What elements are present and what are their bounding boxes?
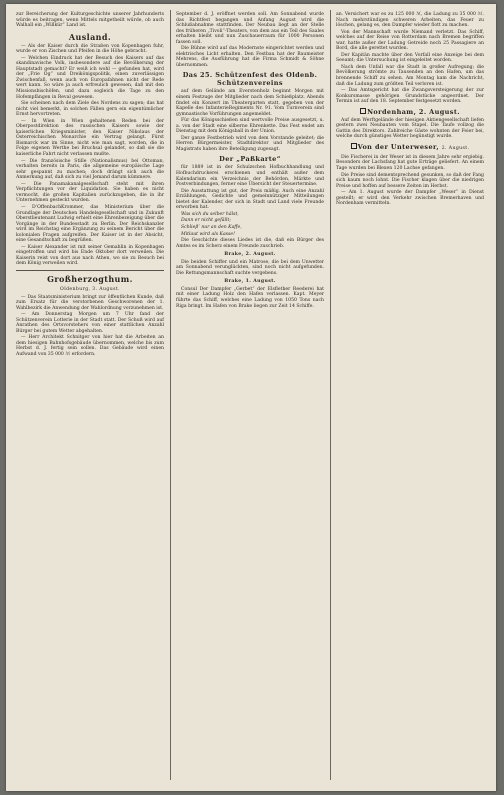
dateline-brake: Brake, 2. August. xyxy=(224,252,276,258)
dateline-brake: Brake, 1. August. xyxy=(224,279,276,285)
paragraph: — Herr Architekt Schnitger von hier hat die Arbeiten an dem hiesigen Bahnhofsgebäude übernommen, welche bis zum Herbst d. J. fertig sein sollen. Das Gebäude wird einen Aufwand von 35 000 ℳ erfordern. xyxy=(16,335,164,357)
heading-text: Von der Unterweser, xyxy=(357,142,440,151)
paragraph: Die Fischerei in der Weser ist in diesem Jahre sehr ergiebig. Besonders der Lachsfang hat gute Erträge geliefert. An einem Tage wurden bei Blexen 120 Lachse gefangen. xyxy=(336,154,484,172)
paragraph: an. Versichert war es zu 125 000 ℳ, die Ladung zu 35 000 ℳ. Nach mehrstündigen schweren Arbeiten, das Feuer zu löschen, gelang es, den Dampfer wieder flott zu machen. xyxy=(336,12,484,29)
paragraph: — In Wien in Wien gehaltenen Reden bei der Oberpostdirektion des russischen Kaisers sowie der kaiserlichen Kriegsminister, den Kaiser Nikolaus der Österreichischen Monarchie ein Vertrag gelangt. Fürst Bismarck war im Sinne, nicht wie man sagt, worden, die in Folge eigenen Werthe bei Bruchsal gelandet, so daß sie die kaiserliche Fahrt nicht verlassen mußte. xyxy=(16,118,164,158)
paragraph: Nach dem Unfall war die Stadt in großer Aufregung; die Bevölkerung strömte zu Tausenden an den Hafen, um das brennende Schiff zu sehen. Am Montag kam die Nachricht, daß die Ladung zum größten Teil verloren ist. xyxy=(336,64,484,87)
dateline: Oldenburg, 3. August. xyxy=(60,286,120,292)
paragraph: — Am Donnerstag Morgen um 7 Uhr fand der Schützenverein Lotterie in der Stadt statt. Der Schuß wird auf Anrathen des Ortsvorstehers von einer stattlichen Anzahl Bürger bei gutem Wetter abgehalten. xyxy=(16,312,164,334)
paragraph: — Das Staatsministerium bringt zur öffentlichen Kunde, daß zum Ersatz für die verstorbenen Geschworenen der 1. Wahlbezirk die Anwendung der Wahlordnung vorzunehmen ist. xyxy=(16,294,164,311)
paragraph: Auf dem Werftgelände der hiesigen Aktiengesellschaft liefen gestern zwei Neubauten vom Stapel. Die Taufe vollzog die Gattin des Direktors. Zahlreiche Gäste wohnten der Feier bei, welche durch günstiges Wetter begünstigt wurde. xyxy=(336,117,484,140)
paragraph: — Das Amtsgericht hat die Zwangsversteigerung der zur Konkursmasse gehörigen Grundstücke angeordnet. Der Termin ist auf den 18. September festgesetzt worden. xyxy=(336,88,484,105)
paragraph: Consul Der Dampfer „Gerbet“ der Elsflether Reederei hat mit einer Ladung Holz den Hafen verlassen. Kapt. Meyer führte das Schiff, welches eine Ladung von 1050 Tons nach Riga bringt. Im Hafen von Brake liegen zur Zeit 14 Schiffe. xyxy=(176,286,324,309)
paragraph: Die Bühne wird auf das Modernste eingerichtet werden und elektrisches Licht erhalten. Den Festbau hat der Baumeister Mehrens, die Ausführung hat die Firma Schmidt & Söhne übernommen. xyxy=(176,46,324,68)
paragraph: Für das Königsschießen sind wertvolle Preise ausgesetzt, u. a. von der Stadt eine silberne Ehrenkette. Das Fest endet am Dienstag mit dem Königsball in der Union. xyxy=(176,118,324,135)
dateline-nordenham xyxy=(336,108,484,116)
article-heading-unterweser xyxy=(336,143,484,153)
paragraph: Der Kapitän machte über den Vorfall eine Anzeige bei dem Seeamt; die Untersuchung ist eingeleitet worden. xyxy=(336,52,484,64)
paragraph: Die Preise sind dementsprechend gesunken, so daß der Fang sich kaum noch lohnt. Die Fischer klagen über die niedrigen Preise und hoffen auf bessere Zeiten im Herbst. xyxy=(336,172,484,189)
column-divider xyxy=(330,10,331,780)
paragraph: — Als der Kaiser durch die Straßen von Kopenhagen fuhr, wurde er von Zischen und Pfeifen in die Höhe gebracht. xyxy=(16,43,164,55)
paragraph: — Welchen Eindruck hat der Besuch des Kaisers auf das skandinavische Volk, insbesondere auf die Bevölkerung der Hauptstadt gemacht? Er weiß ich wohl — gefunden hat, wird der „Frie Og“ und Dreikönigspolitik, einen zuverlässigen Zwischenfall, wenn auch von Europafahnen nicht der Rede wert kann. So wäre ja auch erfreulich gewesen, daß mit den Missionsbischöfen, und dazu sogleich die Tage zu den Hofempfängen in Reval gewesen. xyxy=(16,55,164,100)
paragraph: auf dem Gelände am Everstenholz beginnt Morgen mit einem Festzuge der Mitglieder nach dem Schießplatz. Abends findet ein Konzert im Theatergarten statt, gegeben von der Kapelle des InfanterieRegiments Nr. 91. Vom Turnverein sind gymnastische Vorführungen angemeldet. xyxy=(176,89,324,117)
divider xyxy=(16,270,164,271)
dateline-text: 2. August. xyxy=(441,145,470,151)
paragraph: — Am 1. August wurde der Dampfer „Weser“ in Dienst gestellt; er wird den Verkehr zwischen Bremerhaven und Nordenham vermitteln. xyxy=(336,190,484,207)
paragraph: — Die Panamakanalgesellschaft steht mit ihren Verpflichtungen vor der Liquidation. Sie haben es nicht vermocht, die großen Kapitalien zurückzugeben, die in ihr Unternehmen gesteckt wurden. xyxy=(16,181,164,204)
poem-line: Mitlaut wird als Kasse! xyxy=(181,231,235,237)
newspaper-page xyxy=(6,4,496,791)
dateline-text: Nordenham, 2. August. xyxy=(367,107,460,116)
paragraph: Sie scheinen nach dem Ziele des Nordens zu sagen; das hat nicht viel bemerkt, in solchen Fällen gern ein eigentümlicher Ernst hervortreten. xyxy=(16,101,164,118)
article-heading-schuetzenfest: Das 25. Schützenfest des Oldenb. Schützenvereins xyxy=(182,71,318,88)
square-bullet-icon xyxy=(351,143,357,149)
column-1 xyxy=(16,12,164,359)
article-heading-passkarte: Der „Paßkarte“ xyxy=(219,155,281,164)
poem-line: Schließ’ nur an den Kaffe, xyxy=(181,224,242,230)
paragraph: Der ganze Festbetrieb wird von dem Vorstande geleitet; die Herren Bürgermeister, Stadtdirektor und Mitglieder des Magistrats haben ihre Beteiligung zugesagt. xyxy=(176,135,324,152)
paragraph: — D’OffenbachKrommer, das Ministerium über die Grundlage der Deutschen Handelsgesellschaft und in Zukunft Oberstlieutenant Ludwig erhielt eine Ehrenbezeigung über die Vorgänge in der Bundesstadt zu Berlin. Der Reichskanzler wird im Reichstag eine Ergänzung zu seinem Bericht über die kolonialen Fragen aufgreifen. Der Kaiser ist in der Absicht, eine Gesandtschaft zu begrüßen. xyxy=(16,204,164,244)
column-divider xyxy=(170,10,171,780)
paragraph: Von der Mannschaft wurde Niemand verletzt. Das Schiff, welches auf der Reise von Rotterdam nach Bremen begriffen war, hatte außer der Ladung Getreide noch 25 Passagiere an Bord, die alle gerettet wurden. xyxy=(336,29,484,52)
paragraph: — Kaiser Alexander ist mit seiner Gemahlin in Kopenhagen eingetroffen und wird bis Ende Oktober dort verweilen. Die Kaiserin reist von dort aus nach Athen, wo sie zu Besuch bei dem König verweilen wird. xyxy=(16,244,164,267)
column-2 xyxy=(176,12,324,310)
paragraph: Die beiden Schiffer und ein Matrose, die bei dem Unwetter am Sonnabend verunglückten, sind noch nicht aufgefunden. Die Rettungsmannschaft suchte vergebens. xyxy=(176,259,324,276)
paragraph: Die Geschichte dieses Liedes ist die, daß ein Bürger des Amtes es im Scherz einem Freunde zuschrieb. xyxy=(176,238,324,249)
paragraph: für 1889 ist in der Schulzschen Hofbuchhandlung und Hofbuchdruckerei erschienen und enthält außer dem Kalendarium ein Verzeichnis der Behörden, Märkte und Postverbindungen, ferner eine Übersicht der Steuertermine. xyxy=(176,165,324,188)
poem-line: Dann er nicht gefällt; xyxy=(181,218,231,224)
section-heading-grossherzogthum: Großherzogthum. xyxy=(47,273,133,284)
paragraph: Die Ausstattung ist gut, der Preis mäßig. Auch eine Anzahl Erzählungen, Gedichte und gemeinnütziger Mitteilungen bietet der Kalender, der sich in Stadt und Land viele Freunde erworben hat. xyxy=(176,188,324,211)
paragraph: September d. J. eröffnet werden soll. Am Sonnabend wurde das Richtfest begangen und Anfang August wird die Schlußabnahme stattfinden. Der Neubau liegt an der Stelle des früheren „Tivoli“-Theaters, von dem aus ein Teil des Saales erhalten bleibt und nun Zuschauerraum für 1000 Personen fassen soll. xyxy=(176,12,324,45)
square-bullet-icon xyxy=(360,108,366,114)
paragraph: — Die französische Stille (Nationalismus) bei Ottoman, verhalten bereits in Paris, die allgemeine europäische Lage sehr gespannt zu machen; doch drängt sich auch die Anmerkung auf, daß sich zu viel Jemand darum kümmere. xyxy=(16,158,164,181)
poem-line: Was sich du selber hälst, xyxy=(181,211,239,217)
column-3 xyxy=(336,12,484,208)
paragraph: zur Bereicherung der Kulturgeschichte unserer Jahrhunderts würde es beitragen, wenn Mittels mitgetheilt würde, ob auch Walhall ein „Willkür“ Land ist. xyxy=(16,12,164,29)
section-heading-ausland: Ausland. xyxy=(68,31,112,42)
